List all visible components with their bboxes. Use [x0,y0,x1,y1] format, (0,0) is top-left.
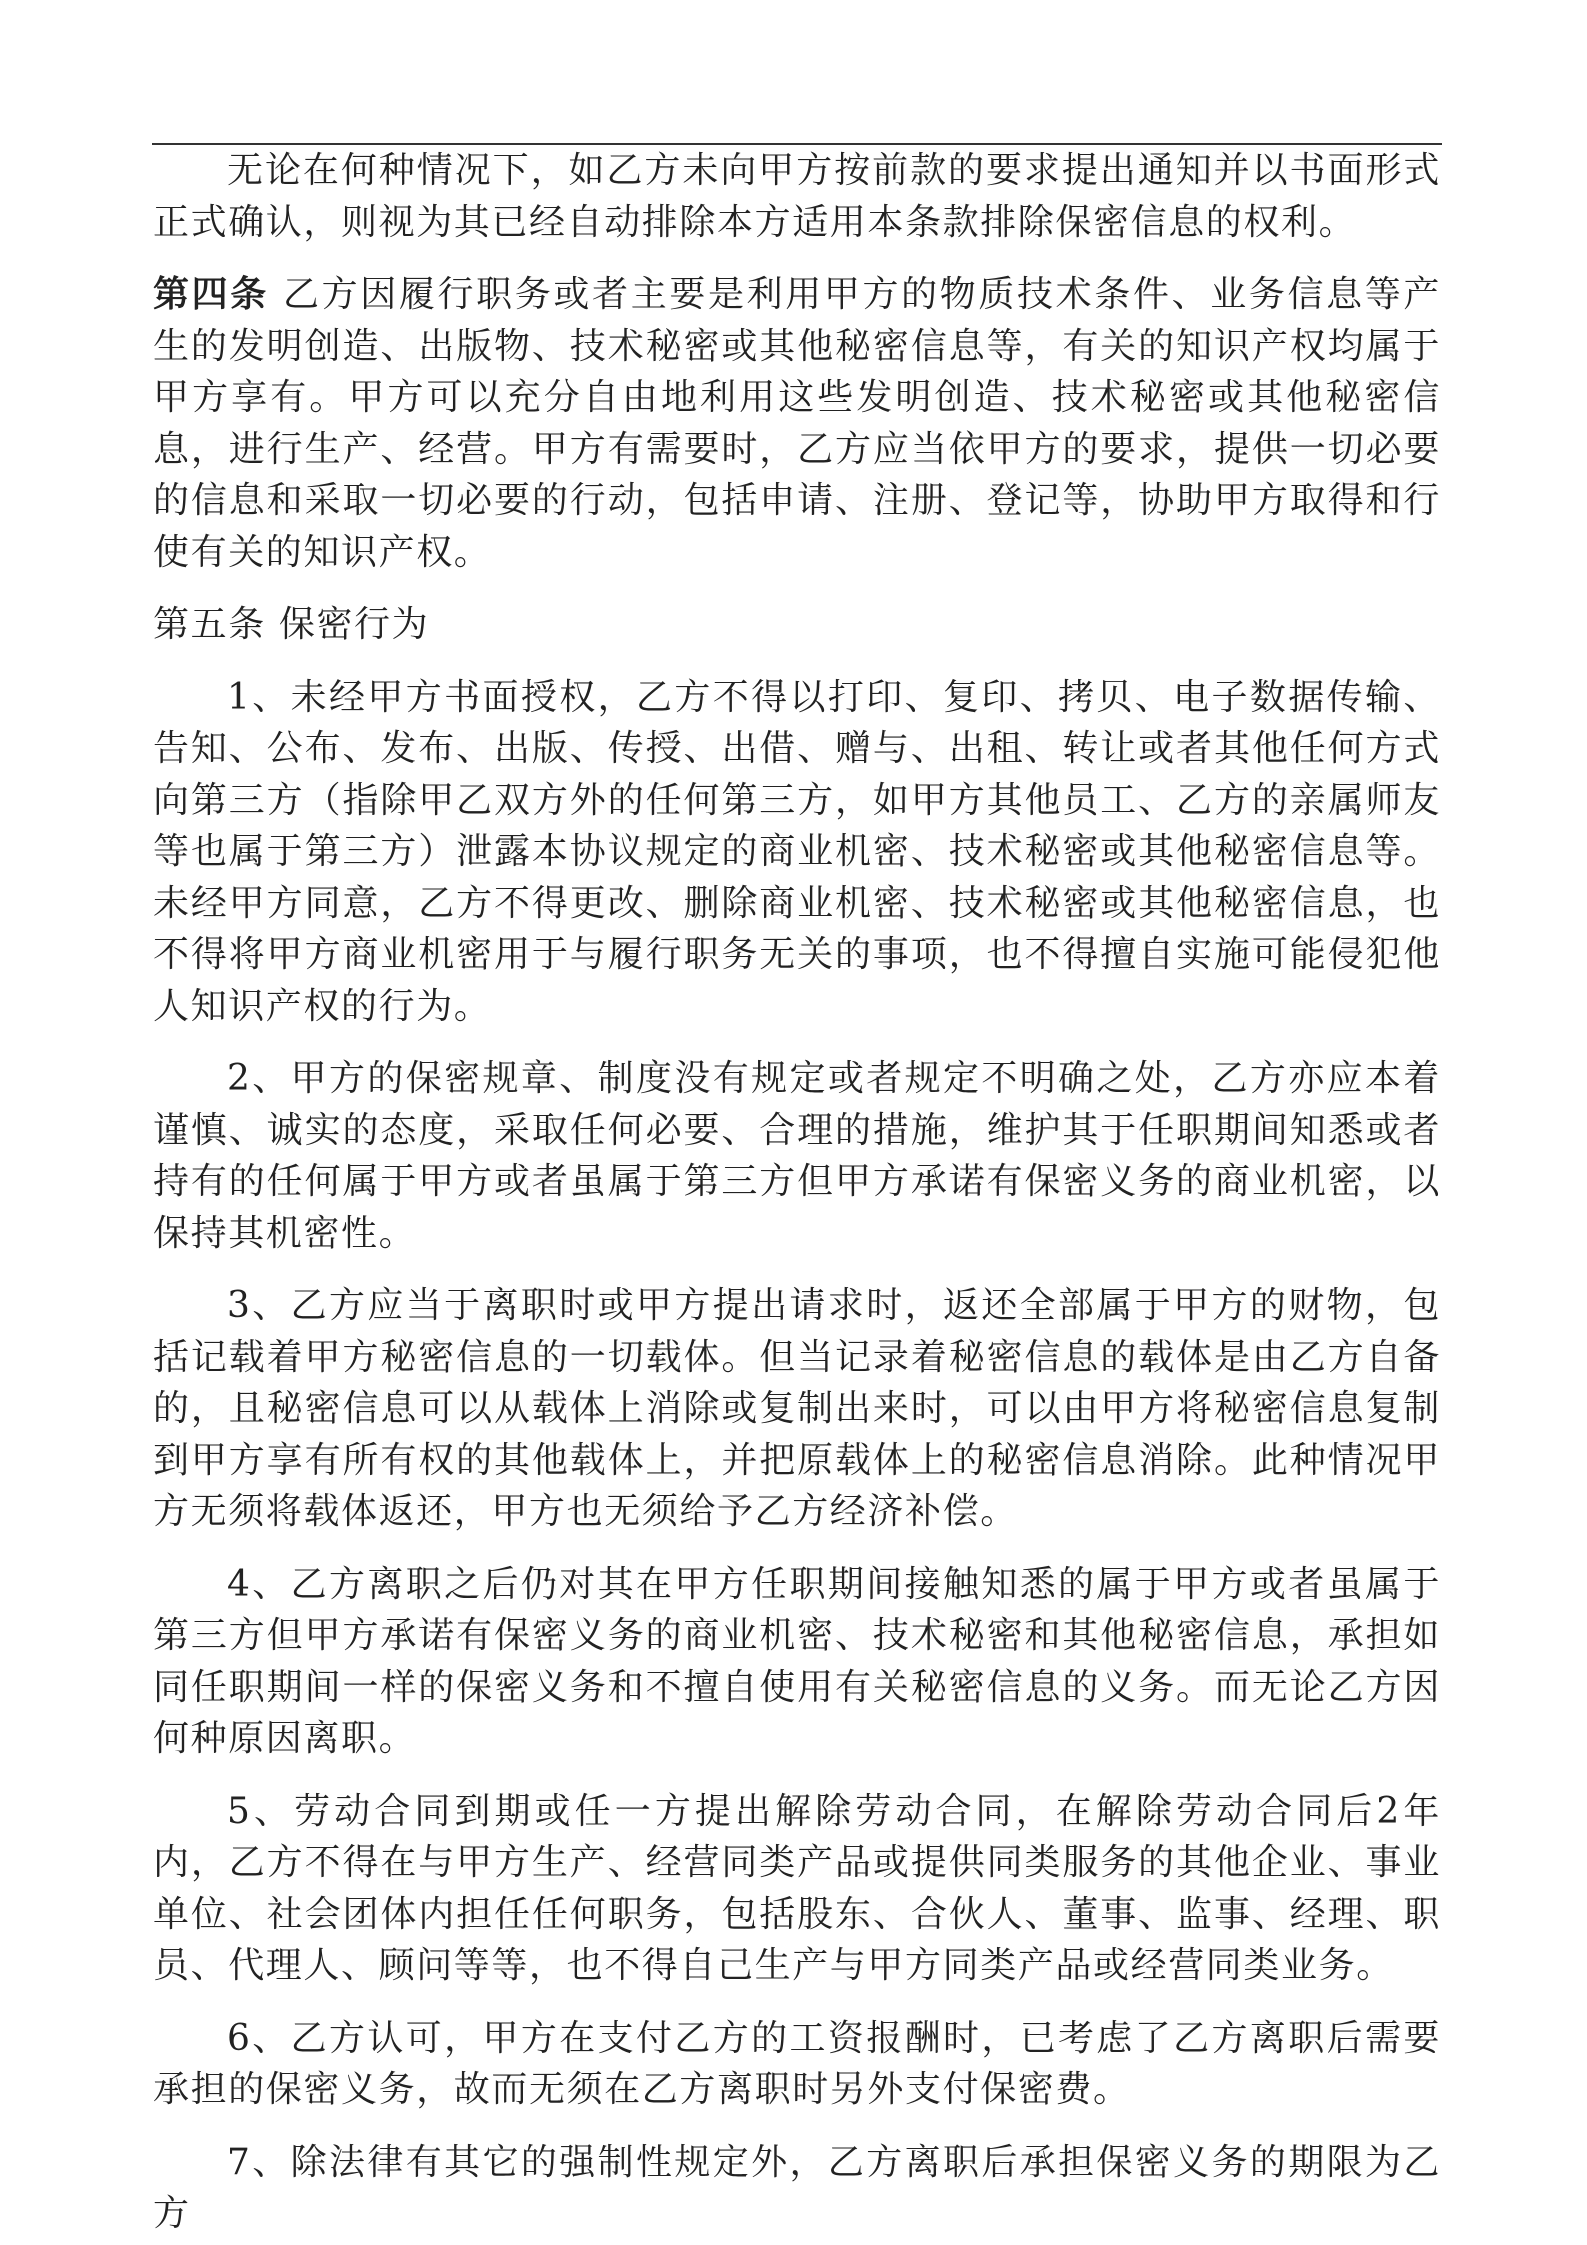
article-5-item-7: 7、除法律有其它的强制性规定外，乙方离职后承担保密义务的期限为乙方 [153,2141,1441,2234]
article-5-item-5: 5、劳动合同到期或任一方提出解除劳动合同，在解除劳动合同后2年内，乙方不得在与甲方生产、经营同类产品或提供同类服务的其他企业、事业单位、社会团体内担任任何职务，包括股东、合伙人、董事、监事、经理、职员、代理人、顾问等等，也不得自己生产与甲方同类产品或经营同类业务。 [153,1790,1441,1986]
continuation-paragraph: 无论在何种情况下，如乙方未向甲方按前款的要求提出通知并以书面形式正式确认，则视为其已经自动排除本方适用本条款排除保密信息的权利。 [153,150,1441,243]
article-5-item-4: 4、乙方离职之后仍对其在甲方任职期间接触知悉的属于甲方或者虽属于第三方但甲方承诺有保密义务的商业机密、技术秘密和其他秘密信息，承担如同任职期间一样的保密义务和不擅自使用有关秘密信息的义务。而无论乙方因何种原因离职。 [153,1563,1441,1759]
article-5-item-1: 1、未经甲方书面授权，乙方不得以打印、复印、拷贝、电子数据传输、告知、公布、发布、出版、传授、出借、赠与、出租、转让或者其他任何方式向第三方（指除甲乙双方外的任何第三方，如甲方其他员工、乙方的亲属师友等也属于第三方）泄露本协议规定的商业机密、技术秘密或其他秘密信息等。未经甲方同意，乙方不得更改、删除商业机密、技术秘密或其他秘密信息，也不得将甲方商业机密用于与履行职务无关的事项，也不得擅自实施可能侵犯他人知识产权的行为。 [153,676,1441,1027]
article-4-heading: 第四条 [153,273,269,315]
article-4-paragraph [153,269,1441,578]
document-body [153,145,1441,2240]
article-5-title: 第五条 保密行为 [153,604,430,645]
article-5-item-3: 3、乙方应当于离职时或甲方提出请求时，返还全部属于甲方的财物，包括记载着甲方秘密信息的一切载体。但当记录着秘密信息的载体是由乙方自备的，且秘密信息可以从载体上消除或复制出来时，可以由甲方将秘密信息复制到甲方享有所有权的其他载体上，并把原载体上的秘密信息消除。此种情况甲方无须将载体返还，甲方也无须给予乙方经济补偿。 [153,1285,1441,1532]
article-5-item-2: 2、甲方的保密规章、制度没有规定或者规定不明确之处，乙方亦应本着谨慎、诚实的态度，采取任何必要、合理的措施，维护其于任职期间知悉或者持有的任何属于甲方或者虽属于第三方但甲方承诺有保密义务的商业机密，以保持其机密性。 [153,1058,1441,1254]
article-5-item-6: 6、乙方认可，甲方在支付乙方的工资报酬时，已考虑了乙方离职后需要承担的保密义务，故而无须在乙方离职时另外支付保密费。 [153,2017,1441,2110]
article-4-text: 乙方因履行职务或者主要是利用甲方的物质技术条件、业务信息等产生的发明创造、出版物、技术秘密或其他秘密信息等，有关的知识产权均属于甲方享有。甲方可以充分自由地利用这些发明创造、技术秘密或其他秘密信息，进行生产、经营。甲方有需要时，乙方应当依甲方的要求，提供一切必要的信息和采取一切必要的行动，包括申请、注册、登记等，协助甲方取得和行使有关的知识产权。 [153,274,1441,573]
